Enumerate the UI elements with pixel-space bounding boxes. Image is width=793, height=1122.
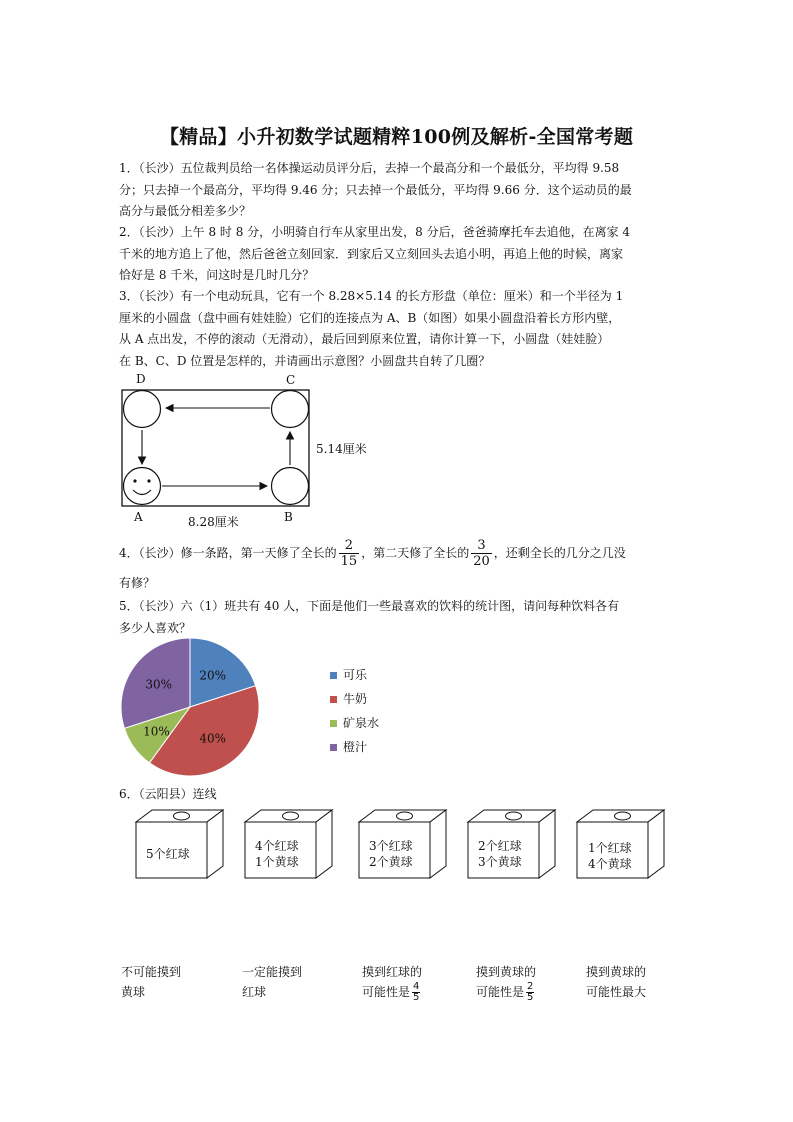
option-line: 一定能摸到: [242, 965, 303, 979]
box-hole: [174, 812, 190, 820]
option-fraction: $\frac{4}{5}$: [413, 981, 420, 1003]
label-d: D: [136, 372, 146, 386]
question-3-line: 厘米的小圆盘（盘中画有娃娃脸）它们的连接点为 A、B（如图）如果小圆盘沿着长方形内壁，: [119, 310, 621, 325]
question-3-line: 3．（长沙）有一个电动玩具，它有一个 8.28×5.14 的长方形盘（单位：厘米）和一个半径为 1: [119, 289, 624, 303]
question-4-line-2: 有修？: [119, 576, 156, 590]
question-2-line: 恰好是 8 千米，问这时是几时几分？: [119, 268, 315, 282]
option-line: 可能性最大: [586, 985, 647, 999]
option-fraction: $\frac{2}{5}$: [527, 981, 534, 1003]
fraction-numerator: 2: [339, 538, 360, 554]
box-content-line: 3个黄球: [478, 855, 522, 869]
drink-pie-chart: [115, 638, 267, 786]
pie-data-label: 30%: [145, 677, 173, 692]
box-hole: [397, 812, 413, 820]
label-a: A: [134, 510, 143, 524]
face-right-eye: [147, 479, 150, 482]
disc-a-face: [124, 468, 161, 505]
option-line: 摸到黄球的: [476, 965, 537, 979]
question-2-line: 千米的地方追上了他，然后爸爸立刻回家．到家后又立刻回头去追小明，再追上他的时候，离家: [119, 246, 624, 261]
question-1: [119, 158, 675, 223]
question-4-middle: ，第二天修了全长的: [361, 546, 470, 560]
question-5-line: 5．（长沙）六（1）班共有 40 人，下面是他们一些最喜欢的饮料的统计图，请问每种饮料各有: [119, 599, 620, 613]
legend-item: [330, 690, 367, 707]
label-c: C: [286, 373, 296, 387]
question-2-line: 2．（长沙）上午 8 时 8 分，小明骑自行车从家里出发，8 分后，爸爸骑摩托车去追他，在离家 4: [119, 225, 631, 239]
question-3-line: 从 A 点出发，不停的滚动（无滑动），最后回到原来位置，请你计算一下，小圆盘（娃娃脸）: [119, 332, 610, 346]
question-5: [119, 596, 675, 639]
question-2: [119, 222, 675, 287]
question-4-prefix: 4．（长沙）修一条路，第一天修了全长的: [119, 546, 337, 560]
box-hole: [283, 812, 299, 820]
box-content-line: 4个红球: [255, 839, 299, 853]
legend-swatch: [330, 744, 337, 751]
legend-swatch: [330, 672, 337, 679]
probability-option[interactable]: [362, 962, 422, 1003]
fraction-3-20: [471, 538, 492, 569]
box-hole: [506, 812, 522, 820]
probability-option[interactable]: [121, 962, 181, 1002]
legend-label: 可乐: [343, 668, 368, 682]
question-1-line: 高分与最低分相差多少？: [119, 204, 252, 218]
question-3-line: 在 B、C、D 位置是怎样的，并请画出示意图？小圆盘共自转了几圈？: [119, 353, 491, 368]
legend-label: 橙汁: [343, 740, 368, 754]
document-title: 【精品】小升初数学试题精粹100例及解析-全国常考题: [159, 126, 634, 148]
legend-label: 牛奶: [343, 692, 368, 706]
box-content-label: [255, 838, 299, 870]
question-3: [119, 286, 675, 372]
fraction-2-15: [339, 538, 360, 569]
legend-swatch: [330, 720, 337, 727]
legend-item: [330, 714, 379, 731]
box-content-label: [588, 840, 632, 872]
probability-option[interactable]: [242, 962, 302, 1002]
box-content-label: [369, 838, 413, 870]
question-5-line: 多少人喜欢？: [119, 620, 192, 635]
option-line: 摸到红球的: [362, 965, 423, 979]
legend-swatch: [330, 696, 337, 703]
box-content-line: 2个红球: [478, 839, 522, 853]
face-mouth: [133, 490, 151, 495]
box-content-line: 1个红球: [588, 841, 632, 855]
option-line: 可能性是 $\frac{4}{5}$: [362, 981, 420, 1003]
ball-box: [136, 810, 223, 878]
legend-label: 矿泉水: [343, 716, 380, 730]
question-4-suffix: ，还剩全长的几分之几没: [493, 546, 626, 560]
legend-item: [330, 738, 367, 755]
question-4: [119, 537, 675, 569]
probability-option[interactable]: [586, 962, 646, 1002]
face-left-eye: [133, 479, 136, 482]
question-6-heading: 6．（云阳县）连线: [119, 787, 217, 801]
option-line: 不可能摸到: [121, 965, 182, 979]
box-content-line: 5个红球: [146, 847, 190, 861]
option-line: 黄球: [121, 985, 146, 999]
pie-data-label: 10%: [143, 724, 170, 739]
box-content-line: 1个黄球: [255, 855, 299, 869]
option-line: 红球: [242, 985, 267, 999]
box-content-label: [478, 838, 522, 870]
question-1-line: 分；只去掉一个最高分，平均得 9.46 分；只去掉一个最低分，平均得 9.66 分．这个运动员的最: [119, 182, 632, 197]
box-hole: [615, 812, 631, 820]
legend-item: [330, 666, 367, 683]
option-line: 可能性是 $\frac{2}{5}$: [476, 981, 534, 1003]
width-label: 8.28厘米: [188, 515, 239, 529]
disc-c: [272, 391, 309, 428]
disc-d: [124, 391, 161, 428]
box-content-line: 2个黄球: [369, 855, 413, 869]
fraction-numerator: 3: [471, 538, 492, 554]
option-line: 摸到黄球的: [586, 965, 647, 979]
label-b: B: [284, 510, 293, 524]
fraction-denominator: 15: [340, 554, 358, 569]
fraction-denominator: 20: [473, 554, 490, 569]
probability-option[interactable]: [476, 962, 536, 1003]
box-content-label: [146, 846, 190, 862]
box-content-line: 3个红球: [369, 839, 413, 853]
box-content-line: 4个黄球: [588, 857, 632, 871]
disc-b: [272, 468, 309, 505]
pie-data-label: 20%: [199, 668, 227, 683]
question-1-line: 1．（长沙）五位裁判员给一名体操运动员评分后，去掉一个最高分和一个最低分，平均得 9.58: [119, 161, 620, 175]
rectangle-tray: [122, 390, 309, 506]
height-label: 5.14厘米: [316, 442, 367, 456]
pie-data-label: 40%: [199, 731, 227, 746]
